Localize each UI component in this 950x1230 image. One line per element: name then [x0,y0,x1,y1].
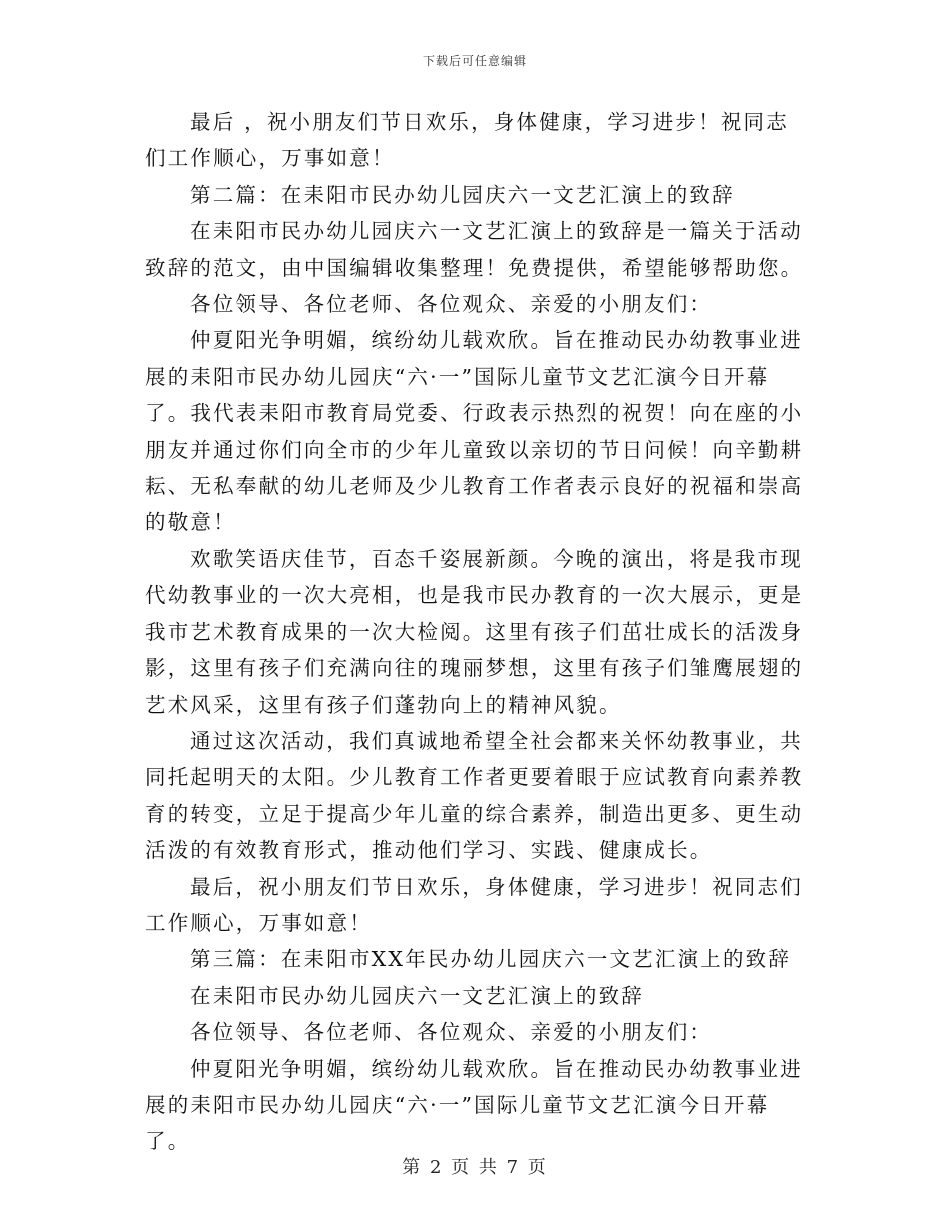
page-header: 下载后可任意编辑 [422,54,527,68]
paragraph: 欢歌笑语庆佳节，百态千姿展新颜。今晚的演出，将是我市现代幼教事业的一次大亮相，也是我市民办教育的一次大展示，更是我市艺术教育成果的一次大检阅。这里有孩子们茁壮成长的活泼身影，这里有孩子们充满向往的瑰丽梦想，这里有孩子们雏鹰展翅的艺术风采，这里有孩子们蓬勃向上的精神风貌。 [145,546,804,717]
paragraph: 在耒阳市民办幼儿园庆六一文艺汇演上的致辞是一篇关于活动致辞的范文，由中国编辑收集整理！免费提供，希望能够帮助您。 [145,219,804,280]
salutation: 各位领导、各位老师、各位观众、亲爱的小朋友们： [190,292,713,317]
paragraph: 最后 ，祝小朋友们节日欢乐，身体健康，学习进步！祝同志们工作顺心，万事如意！ [145,110,789,171]
paragraph: 仲夏阳光争明媚，缤纷幼儿载欢欣。旨在推动民办幼教事业进展的耒阳市民办幼儿园庆“六·一”国际儿童节文艺汇演今日开幕了。 [145,1056,803,1154]
subtitle: 在耒阳市民办幼儿园庆六一文艺汇演上的致辞 [190,983,644,1008]
paragraph: 通过这次活动，我们真诚地希望全社会都来关怀幼教事业，共同托起明天的太阳。少儿教育工作者更要着眼于应试教育向素养教育的转变，立足于提高少年儿童的综合素养，制造出更多、更生动活泼的有效教育形式，推动他们学习、实践、健康成长。 [145,728,804,863]
document-body [145,104,807,1160]
section-heading: 第三篇：在耒阳市XX年民办幼儿园庆六一文艺汇演上的致辞 [190,947,792,972]
paragraph: 仲夏阳光争明媚，缤纷幼儿载欢欣。旨在推动民办幼教事业进展的耒阳市民办幼儿园庆“六·一”国际儿童节文艺汇演今日开幕了。我代表耒阳市教育局党委、行政表示热烈的祝贺！向在座的小朋友并通过你们向全市的少年儿童致以亲切的节日问候！向辛勤耕耘、无私奉献的幼儿老师及少儿教育工作者表示良好的祝福和崇高的敬意！ [145,328,804,535]
paragraph: 最后，祝小朋友们节日欢乐，身体健康，学习进步！祝同志们工作顺心，万事如意！ [145,874,803,935]
page-number: 第 2 页 共 7 页 [402,1157,548,1178]
section-heading: 第二篇：在耒阳市民办幼儿园庆六一文艺汇演上的致辞 [190,182,735,207]
salutation: 各位领导、各位老师、各位观众、亲爱的小朋友们： [190,1020,713,1045]
